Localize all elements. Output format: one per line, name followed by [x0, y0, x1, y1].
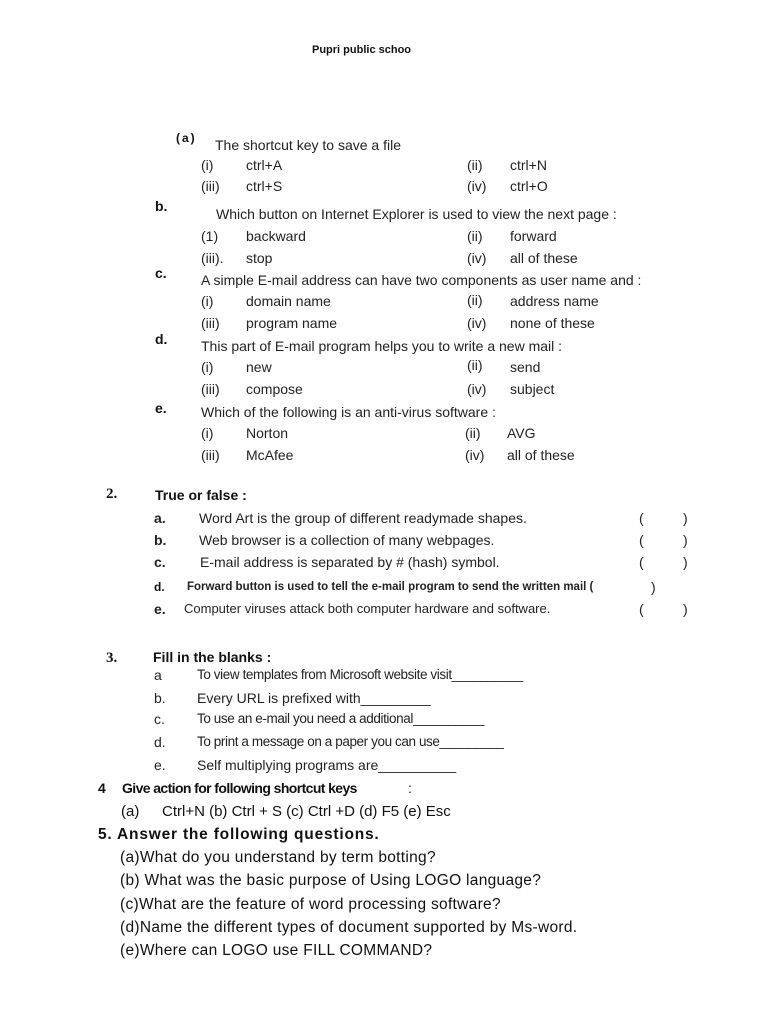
blank-text: Every URL is prefixed with_________ [197, 690, 431, 706]
option-number: (iv) [467, 178, 487, 194]
option-text: domain name [246, 293, 331, 309]
option-number: (iv) [467, 315, 487, 331]
option-number: (i) [201, 293, 214, 309]
option-text: stop [246, 250, 273, 266]
question-text: Which button on Internet Explorer is used to view the next page : [216, 206, 617, 222]
answer-bracket-close: ) [651, 579, 656, 595]
question-text: (e)Where can LOGO use FILL COMMAND? [120, 942, 433, 959]
option-text: program name [246, 315, 338, 331]
answer-bracket-close: ) [683, 554, 688, 570]
option-text: new [246, 359, 272, 375]
option-text: ctrl+S [246, 178, 283, 194]
option-number: (i) [201, 425, 214, 441]
option-number: (i) [201, 359, 214, 375]
option-number: (iv) [465, 447, 485, 463]
option-text: compose [246, 381, 303, 397]
option-number: (iii) [201, 178, 220, 194]
question-text: (c)What are the feature of word processing software? [120, 896, 501, 913]
option-number: (ii) [467, 292, 483, 308]
section-title: Fill in the blanks : [153, 649, 272, 665]
option-text: AVG [507, 425, 536, 441]
statement-text: E-mail address is separated by # (hash) symbol. [200, 554, 500, 570]
shortcut-list: Ctrl+N (b) Ctrl + S (c) Ctrl +D (d) F5 (e) Esc [162, 803, 451, 820]
option-text: ctrl+N [510, 157, 547, 173]
question-label: b. [155, 198, 168, 214]
option-number: (ii) [467, 357, 483, 373]
item-label: a. [154, 510, 166, 526]
answer-bracket-close: ) [683, 601, 688, 617]
option-text: send [510, 359, 541, 375]
option-number: (i) [201, 157, 214, 173]
item-label: a [154, 667, 162, 683]
question-label: e. [155, 400, 167, 416]
option-number: (1) [201, 228, 219, 244]
option-text: Norton [246, 425, 289, 441]
option-text: ctrl+O [510, 178, 548, 194]
question-text: Which of the following is an anti-virus software : [201, 404, 496, 420]
option-text: all of these [510, 250, 578, 266]
item-label: e. [154, 757, 166, 773]
option-text: forward [510, 228, 557, 244]
answer-bracket-open: ( [639, 532, 644, 548]
option-number: (iii) [201, 447, 220, 463]
answer-bracket-open: ( [639, 601, 644, 617]
answer-bracket-close: ) [683, 510, 688, 526]
question-text: (d)Name the different types of document supported by Ms-word. [120, 919, 578, 936]
school-name: Pupri public schoo [312, 44, 412, 56]
option-number: (ii) [465, 425, 481, 441]
option-text: address name [510, 293, 599, 309]
question-label: c. [155, 265, 167, 281]
section-number: 3. [106, 650, 118, 666]
question-text: (b) What was the basic purpose of Using LOGO language? [120, 872, 542, 889]
answer-bracket-open: ( [639, 510, 644, 526]
blank-text: To use an e-mail you need a additional__________ [197, 711, 485, 726]
answer-bracket-open: ( [639, 554, 644, 570]
blank-text: To view templates from Microsoft website visit__________ [197, 667, 523, 682]
item-label: e. [154, 601, 166, 617]
item-label: c. [154, 711, 165, 727]
statement-text: Computer viruses attack both computer hardware and software. [184, 601, 551, 616]
option-text: all of these [507, 447, 575, 463]
question-text: (a)What do you understand by term botting? [120, 849, 436, 866]
option-text: subject [510, 381, 555, 397]
option-number: (iii) [201, 315, 220, 331]
statement-text: Word Art is the group of different readymade shapes. [199, 510, 527, 526]
option-text: ctrl+A [246, 157, 283, 173]
answer-bracket-close: ) [683, 532, 688, 548]
section-title: 5. Answer the following questions. [98, 826, 380, 843]
option-number: (iv) [467, 250, 487, 266]
question-label: d. [155, 331, 168, 347]
section-number: 4 [98, 780, 106, 796]
item-label: b. [154, 532, 167, 548]
blank-text: To print a message on a paper you can use_________ [197, 734, 504, 749]
option-text: none of these [510, 315, 595, 331]
question-text: This part of E-mail program helps you to write a new mail : [201, 338, 563, 354]
option-number: (ii) [467, 157, 483, 173]
question-text: The shortcut key to save a file [215, 137, 401, 153]
item-label: d. [154, 580, 165, 594]
item-label: c. [154, 554, 166, 570]
question-text: A simple E-mail address can have two components as user name and : [201, 272, 642, 288]
statement-text: Forward button is used to tell the e-mail program to send the written mail ( [187, 581, 594, 593]
blank-text: Self multiplying programs are__________ [197, 757, 457, 773]
option-number: (iv) [467, 381, 487, 397]
question-label: (a) [176, 131, 197, 145]
statement-text: Web browser is a collection of many webpages. [199, 532, 495, 548]
section-title: Give action for following shortcut keys [122, 780, 357, 796]
section-title: True or false : [155, 487, 247, 503]
option-number: (iii). [201, 250, 224, 266]
item-label: b. [154, 690, 166, 706]
option-number: (iii) [201, 381, 220, 397]
section-title-colon: : [408, 780, 412, 796]
item-label: d. [154, 734, 166, 750]
option-text: McAfee [246, 447, 294, 463]
section-number: 2. [106, 486, 118, 502]
option-number: (ii) [467, 228, 483, 244]
option-text: backward [246, 228, 306, 244]
line-label: (a) [121, 803, 140, 820]
